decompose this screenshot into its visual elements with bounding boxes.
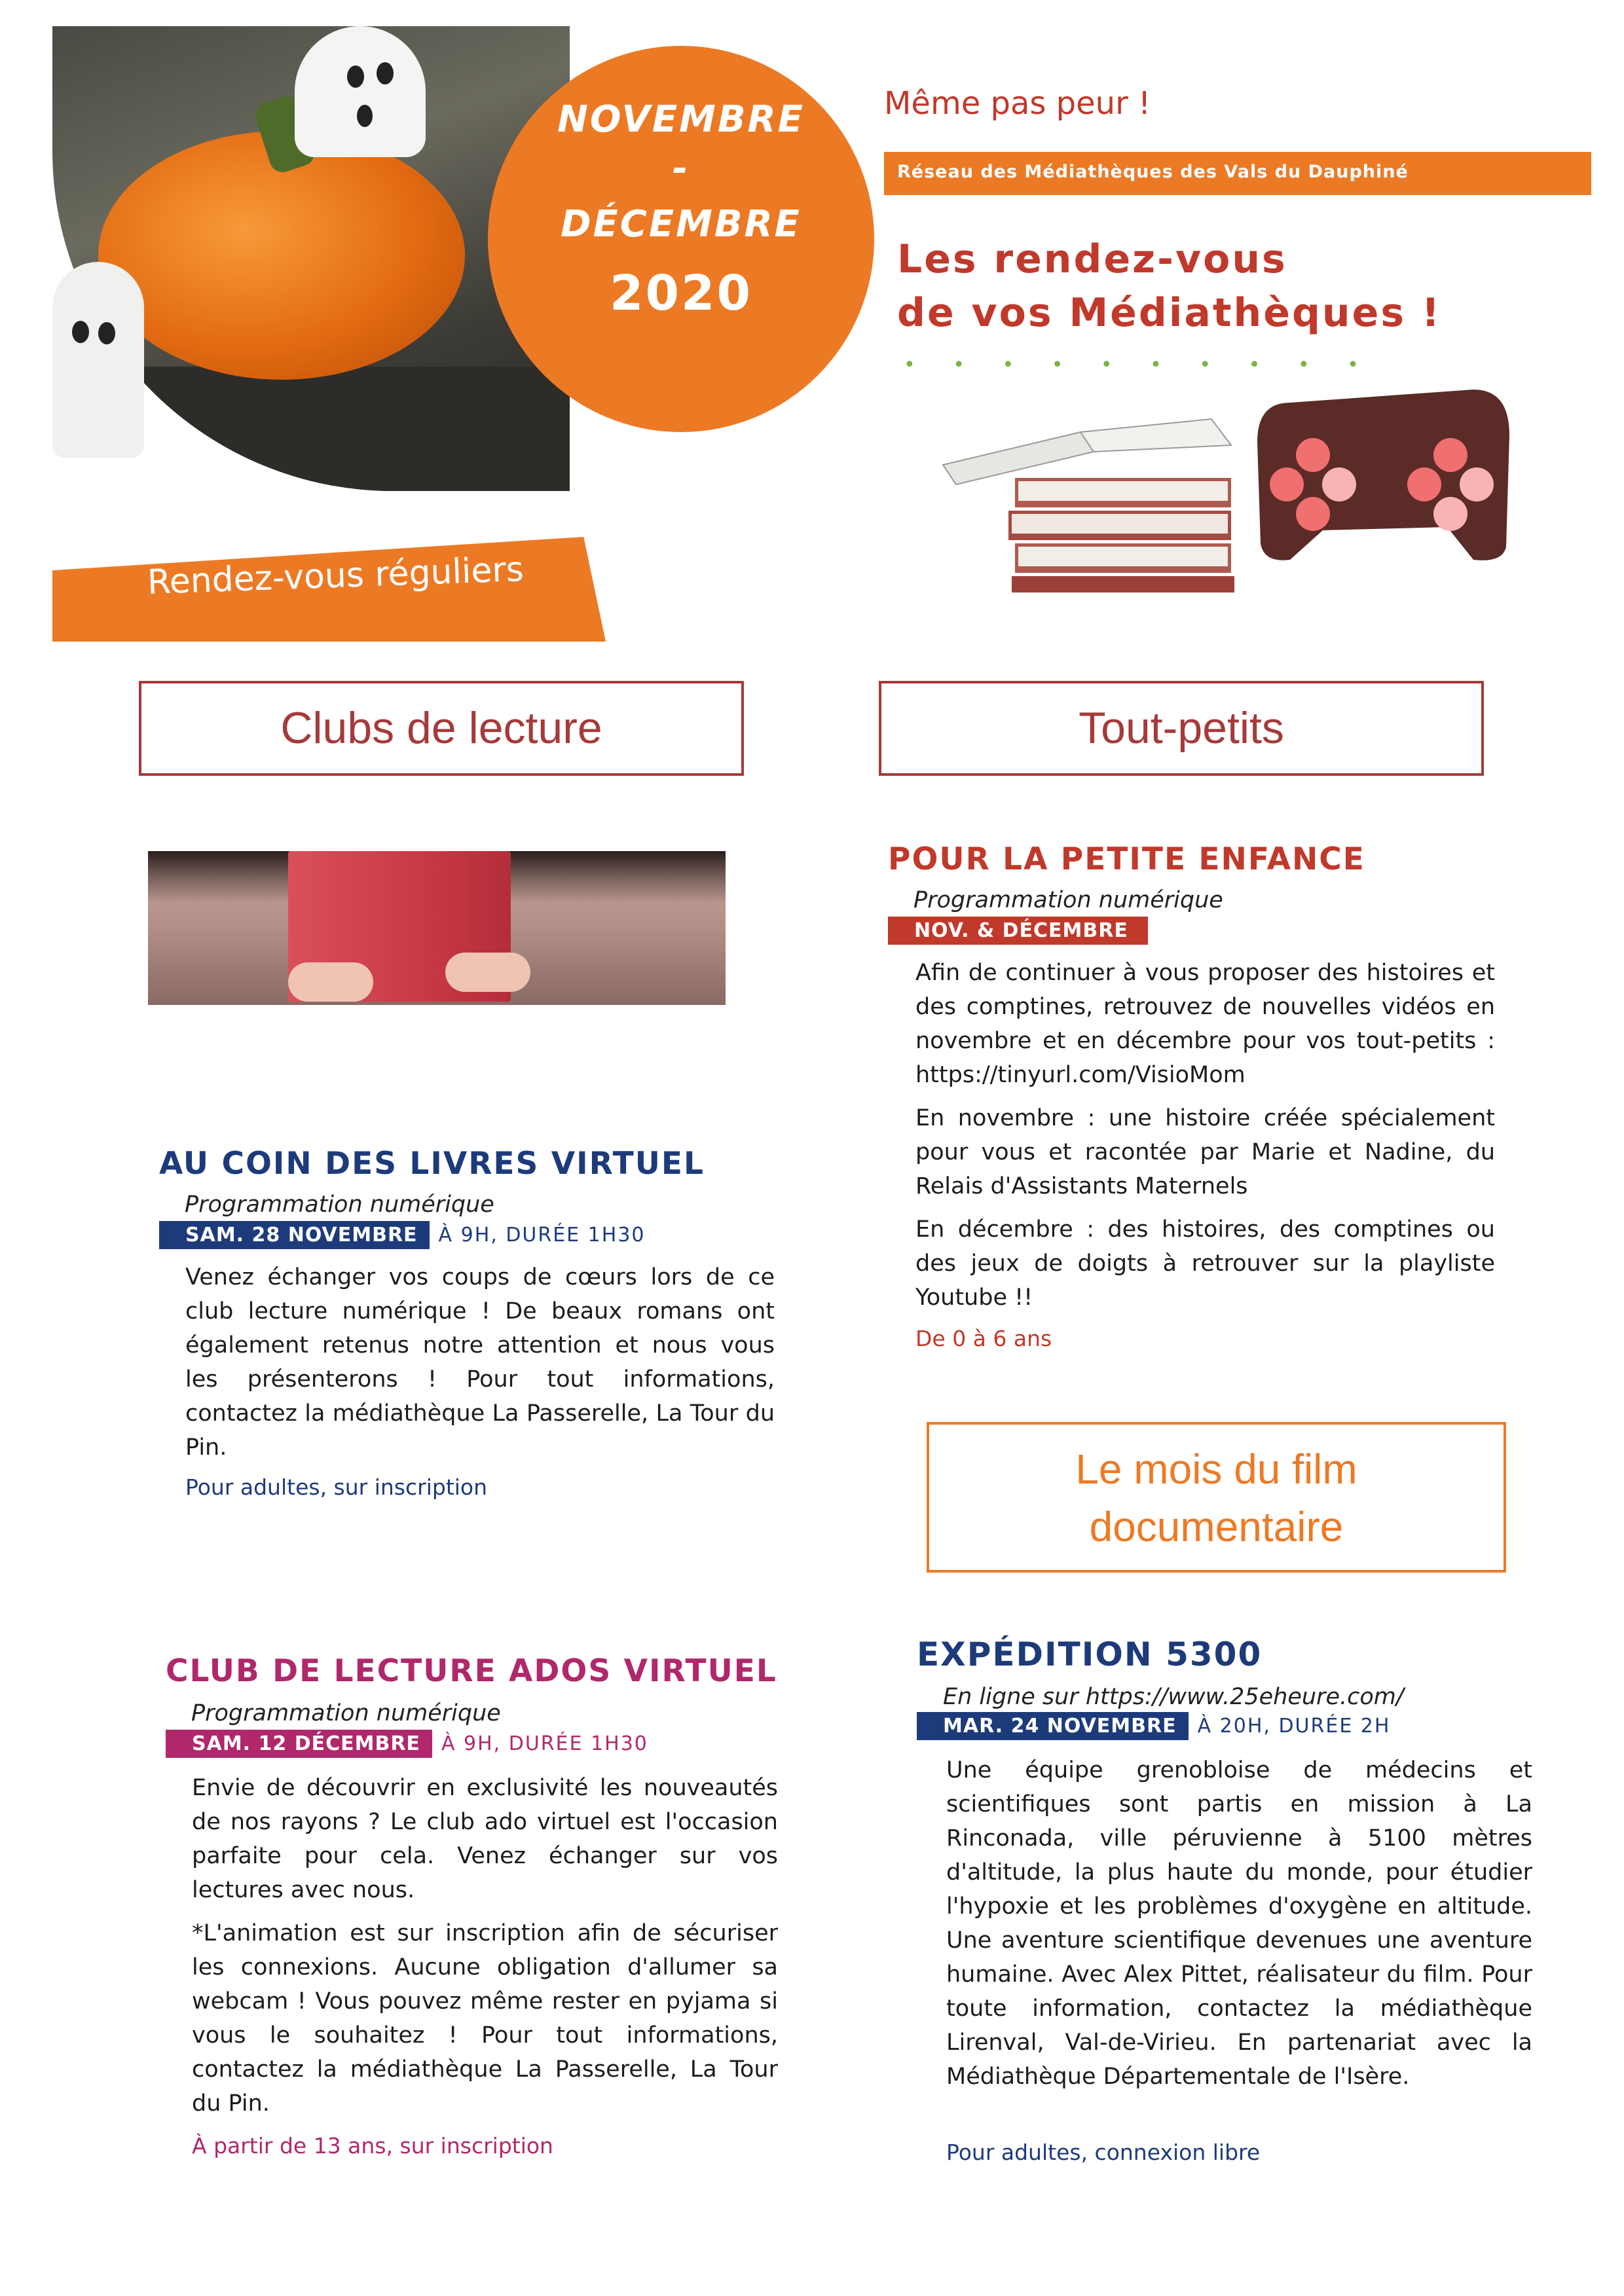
- event-title-coin-livres: AU COIN DES LIVRES VIRTUEL: [159, 1146, 705, 1182]
- event-subtitle-expedition: En ligne sur https://www.25eheure.com/: [943, 1684, 1404, 1710]
- ghost-eye: [72, 321, 89, 343]
- documentary-line2: documentaire: [1089, 1503, 1344, 1550]
- section-header-documentary-label: [929, 1425, 1504, 1556]
- ghost-eye: [98, 322, 115, 344]
- event-audience-club-ados: À partir de 13 ans, sur inscription: [192, 2133, 553, 2159]
- date-badge: MAR. 24 NOVEMBRE: [917, 1712, 1189, 1740]
- event-description-expedition: [946, 1753, 1532, 2103]
- page-title: [897, 232, 1441, 340]
- event-audience-coin-livres: Pour adultes, sur inscription: [185, 1474, 488, 1500]
- event-subtitle-coin-livres: Programmation numérique: [185, 1192, 494, 1218]
- ghost-eye: [347, 65, 364, 88]
- date-badge: SAM. 12 DÉCEMBRE: [166, 1730, 432, 1758]
- event-time: À 9H, DURÉE 1H30: [438, 1224, 646, 1247]
- network-name: Réseau des Médiathèques des Vals du Dauphiné: [897, 162, 1409, 182]
- event-description-coin-livres: [185, 1260, 775, 1474]
- event-paragraph: Venez échanger vos coups de cœurs lors de ce club lecture numérique ! De beaux romans ont également retenus notre attention et nous vous les présenterons ! Pour tout informations, contactez la médiathèque La Passerelle, La Tour du Pin.: [185, 1264, 775, 1461]
- event-description-petite-enfance: [915, 956, 1495, 1324]
- event-date-row-petite-enfance: [888, 917, 1148, 945]
- section-header-clubs-label: Clubs de lecture: [280, 703, 602, 753]
- hand-right: [445, 953, 530, 992]
- event-date-row-expedition: [917, 1712, 1390, 1740]
- hand-left: [288, 962, 373, 1002]
- year: 2020: [610, 265, 752, 321]
- event-date-row-club-ados: [166, 1730, 648, 1758]
- regular-events-label: Rendez-vous réguliers: [146, 549, 525, 602]
- month-dash: -: [672, 147, 690, 190]
- section-header-toddlers: [879, 681, 1484, 776]
- event-description-club-ados: [192, 1771, 778, 2130]
- ghost-mouth: [357, 105, 373, 127]
- event-title-club-ados: CLUB DE LECTURE ADOS VIRTUEL: [166, 1653, 777, 1689]
- event-title-expedition: EXPÉDITION 5300: [917, 1635, 1263, 1673]
- event-subtitle-club-ados: Programmation numérique: [191, 1700, 501, 1726]
- event-time: À 9H, DURÉE 1H30: [441, 1732, 648, 1755]
- tagline: Même pas peur !: [884, 85, 1151, 122]
- month-november: NOVEMBRE: [557, 98, 805, 141]
- section-header-documentary: [927, 1422, 1506, 1573]
- gamepad-icon: [1251, 376, 1513, 566]
- date-badge: NOV. & DÉCEMBRE: [888, 917, 1148, 945]
- event-paragraph: En décembre : des histoires, des comptines ou des jeux de doigts à retrouver sur la playliste Youtube !!: [915, 1216, 1495, 1311]
- event-paragraph: Envie de découvrir en exclusivité les nouveautés de nos rayons ? Le club ado virtuel est l'occasion parfaite pour cela. Venez échanger sur vos lectures avec nous.: [192, 1775, 778, 1903]
- documentary-line1: Le mois du film: [1075, 1446, 1357, 1493]
- section-header-clubs: [139, 681, 744, 776]
- books-icon: [930, 393, 1257, 596]
- decorative-dots: • • • • • • • • • •: [904, 354, 1375, 376]
- ghost-figure-small: [52, 262, 144, 458]
- ghost-figure: [295, 26, 426, 157]
- month-december: DÉCEMBRE: [561, 203, 802, 246]
- date-badge: SAM. 28 NOVEMBRE: [159, 1221, 430, 1249]
- event-paragraph: En novembre : une histoire créée spécialement pour vous et racontée par Marie et Nadine, du Relais d'Assistants Maternels: [915, 1105, 1495, 1199]
- event-audience-expedition: Pour adultes, connexion libre: [946, 2140, 1261, 2165]
- event-paragraph: *L'animation est sur inscription afin de sécuriser les connexions. Aucune obligation d'allumer sa webcam ! Vous pouvez même rester en pyjama si vous le souhaitez ! Pour tout informations, contactez la médiathèque La Passerelle, La Tour du Pin.: [192, 1920, 778, 2117]
- section-header-toddlers-label: Tout-petits: [1079, 703, 1284, 753]
- event-subtitle-petite-enfance: Programmation numérique: [913, 887, 1223, 913]
- event-paragraph: Afin de continuer à vous proposer des histoires et des comptines, retrouvez de nouvelles vidéos en novembre et en décembre pour vos tout-petits : https://tinyurl.com/VisioMom: [915, 960, 1495, 1088]
- event-date-row-coin-livres: [159, 1221, 646, 1249]
- event-time: À 20H, DURÉE 2H: [1197, 1715, 1391, 1738]
- ghost-eye: [377, 62, 394, 84]
- page-title-line2: de vos Médiathèques !: [897, 290, 1442, 336]
- event-title-petite-enfance: POUR LA PETITE ENFANCE: [888, 841, 1365, 877]
- event-audience-petite-enfance: De 0 à 6 ans: [915, 1326, 1052, 1351]
- event-paragraph: Une équipe grenobloise de médecins et scientifiques sont partis en mission à La Rinconada, ville péruvienne à 5100 mètres d'altitude, la plus haute du monde, pour étudier l'hypoxie et les problèmes d'oxygène en altitude. Une aventure scientifique devenues une aventure humaine. Avec Alex Pittet, réalisateur du film. Pour toute information, contactez la médiathèque Lirenval, Val-de-Virieu. En partenariat avec la Médiathèque Départementale de l'Isère.: [946, 1757, 1532, 2090]
- page-title-line1: Les rendez-vous: [897, 236, 1287, 282]
